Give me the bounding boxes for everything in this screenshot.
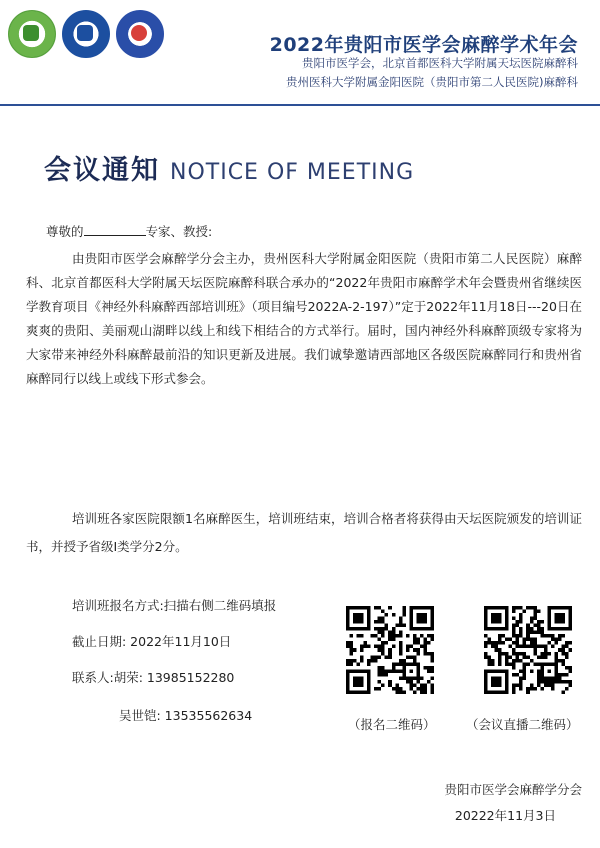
name-blank	[84, 223, 146, 236]
registration-deadline: 截止日期: 2022年11月10日	[72, 634, 232, 649]
header	[0, 0, 600, 108]
registration-method: 培训班报名方式:扫描右侧二维码填报	[72, 598, 277, 613]
register-qr-code[interactable]	[346, 606, 434, 694]
organizers-line-1: 贵阳市医学会，北京首都医科大学附属天坛医院麻醉科	[302, 56, 578, 70]
live-stream-qr-code[interactable]	[484, 606, 572, 694]
notice-title-en: NOTICE OF MEETING	[170, 160, 415, 185]
greeting	[46, 222, 212, 240]
contact-person-2: 吴世铠: 13535562634	[119, 708, 253, 723]
notice-heading	[44, 148, 414, 187]
signature-organization: 贵阳市医学会麻醉学分会	[444, 782, 582, 797]
greeting-prefix: 尊敬的	[46, 224, 84, 239]
tiantan-hospital-logo	[62, 10, 110, 58]
logo-group	[8, 10, 164, 58]
greeting-suffix: 专家、教授:	[145, 224, 213, 239]
jinyang-hospital-logo	[116, 10, 164, 58]
organizers-line-2: 贵州医科大学附属金阳医院（贵阳市第二人民医院)麻醉科	[286, 75, 578, 89]
signature-date: 20222年11月3日	[454, 808, 556, 823]
notice-title-cn: 会议通知	[44, 155, 160, 186]
live-qr-caption: （会议直播二维码）	[466, 717, 579, 732]
register-qr-caption: （报名二维码）	[348, 717, 436, 732]
header-divider	[0, 104, 600, 106]
conference-title: 2022年贵阳市医学会麻醉学术年会	[269, 34, 578, 56]
body-paragraph-2: 培训班各家医院限额1名麻醉医生，培训班结束，培训合格者将获得由天坛医院颁发的培训证书，并授予省级I类学分2分。	[26, 511, 582, 554]
contact-person-1: 联系人:胡荣: 13985152280	[72, 670, 235, 685]
body-paragraph-1: 由贵阳市医学会麻醉学分会主办，贵州医科大学附属金阳医院（贵阳市第二人民医院）麻醉科、北京首都医科大学附属天坛医院麻醉科联合承办的“2022年贵阳市麻醉学术年会暨贵州省继续医学教育项目《神经外科麻醉西部培训班》（项目编号2022A-2-197）”定于2022年11月18日---20日在爽爽的贵阳、美丽观山湖畔以线上和线下相结合的方式举行。届时，国内神经外科麻醉顶级专家将为大家带来神经外科麻醉最前沿的知识更新及进展。我们诚挚邀请西部地区各级医院麻醉同行和贵州省麻醉同行以线上或线下形式参会。	[26, 251, 582, 386]
medical-association-logo	[8, 10, 56, 58]
